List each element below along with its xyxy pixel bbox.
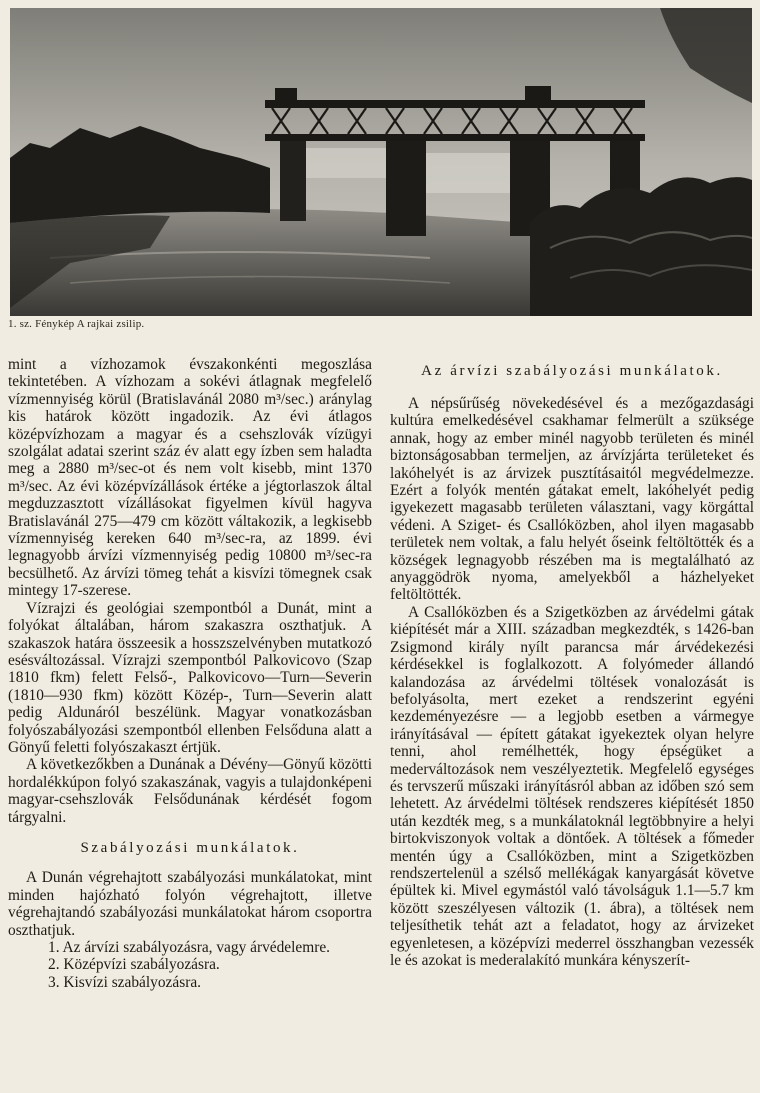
figure-caption: 1. sz. Fénykép A rajkai zsilip.: [8, 318, 145, 330]
photo-rajka-sluice: [10, 8, 752, 316]
paragraph: A népsűrűség növekedésével és a mezőgazdasági kultúra emelkedésével csakhamar felmerült a szüksége annak, hogy az ember minél nagyobb területen és minél biztonságosabban termeljen, az árvízjárta területeket és lakóhelyét is az árvizek pusztításaitól megvédelmezze. Ezért a folyók mentén gátakat emelt, lakóhelyét pedig igyekezett magasabb területen választani, vagy körgáttal védeni. A Sziget- és Csallóközben, ahol ilyen magasabb területek nem voltak, a falu helyét őseink feltöltötték és a községek legnagyobb részében ma is megtalálható az anyaggödrök nyoma, amelyekből a házhelyeket feltöltötték.: [390, 395, 754, 604]
list-item: 3. Kisvízi szabályozásra.: [48, 973, 201, 991]
paragraph: A Dunán végrehajtott szabályozási munkálatokat, mint minden hajózható folyón végrehajtott, illetve végrehajtandó szabályozási munkálatokat három csoportra oszthatjuk.: [8, 869, 372, 939]
section-heading: Szabályozási munkálatok.: [80, 839, 300, 856]
paragraph: A Csallóközben és a Szigetközben az árvédelmi gátak kiépítését már a XIII. században megkezdték, s 1426-ban Zsigmond király nyílt parancsa már árvédekezési kérdésekkel is foglalkozott. A folyómeder állandó kalandozása az árvédelmi töltések vonalozását is befolyásolta, mert ezeket a rendszerint egyéni kezdeményezésre — a legjobb esetben a vármegye irányításával — épített gátakat igyekeztek olyan helyre tenni, ahol remélhették, hogy épségüket a mederváltozások nem veszélyeztetik. Megfelelő egységes és tervszerű műszaki irányításról abban az időben szó sem lehetett. Az árvédelmi töltések rendszeres kiépítését 1850 után kezdték meg, s a munkálatoknál legtöbbnyire a helyi birtokviszonyok voltak a döntőek. A töltések a főmeder mentén úgy a Csallóközben, mint a Szigetközben rendszertelenül a szélső mellékágak kanyargását követve épültek ki. Mivel egymástól való távolságuk 1.1—5.7 km között szeszélyesen változik (1. ábra), a töltések nem teljesíthetik tehát azt a feladatot, hogy az árvizeket egyenletesen, a középvízi mederrel összhangban vezessék le és azokat is mederalakító munkára kényszerít-: [390, 603, 754, 969]
list-item: 1. Az árvízi szabályozásra, vagy árvédelemre.: [48, 939, 331, 956]
paragraph: Vízrajzi és geológiai szempontból a Dunát, mint a folyókat általában, három szakaszra oszthatjuk. A szakaszok határa összeesik a hosszszelvényben mutatkozó esésváltozással. Vízrajzi szempontból Palkovicovo (Szap 1810 fkm) felett Felső-, Palkovicovo—Turn—Severin (1810—930 fkm) között Közép-, Turn—Severin alatt pedig Aldunáról beszélünk. Magyar vonatkozásban folyószabályozási szempontból ellenben Felsőduna alatt a Gönyű feletti folyószakaszt értjük.: [8, 599, 372, 756]
right-column: [390, 362, 754, 969]
paragraph: A következőkben a Dunának a Dévény—Gönyű közötti hordalékkúpon folyó szakaszának, vagyis a tulajdonképeni magyar-csehszlovák Felsődunának kérdését fogom tárgyalni.: [8, 756, 372, 826]
list-item: 2. Középvízi szabályozásra.: [48, 956, 220, 974]
paragraph: mint a vízhozamok évszakonkénti megoszlása tekintetében. A vízhozam a sokévi átlagnak megfelelő vízmennyiség körül (Bratislavánál 2080 m³/sec.) aránylag kis határok között ingadozik. Az évi átlagos középvízhozam a magyar és a csehszlovák vízügyi szolgálat adatai szerint száz év alatt egy ízben sem haladta meg a 2880 m³/sec-ot és nem volt kisebb, mint 1370 m³/sec. Az évi középvízállások értéke a jégtorlaszok által megduzzasztott vízállásokat figyelmen kívül hagyva Bratislavánál 275—479 cm között váltakozik, a legkisebb vízmennyiség kereken 640 m³/sec-ra, az 1899. évi legnagyobb árvízi vízmennyiség pedig 10800 m³/sec-ra becsülhető. Az árvízi tömeg tehát a kisvízi tömegnek csak mintegy 17-szerese.: [8, 356, 372, 600]
photo-image: [10, 8, 752, 316]
left-column: [8, 356, 372, 991]
section-heading: Az árvízi szabályozási munkálatok.: [421, 363, 723, 379]
